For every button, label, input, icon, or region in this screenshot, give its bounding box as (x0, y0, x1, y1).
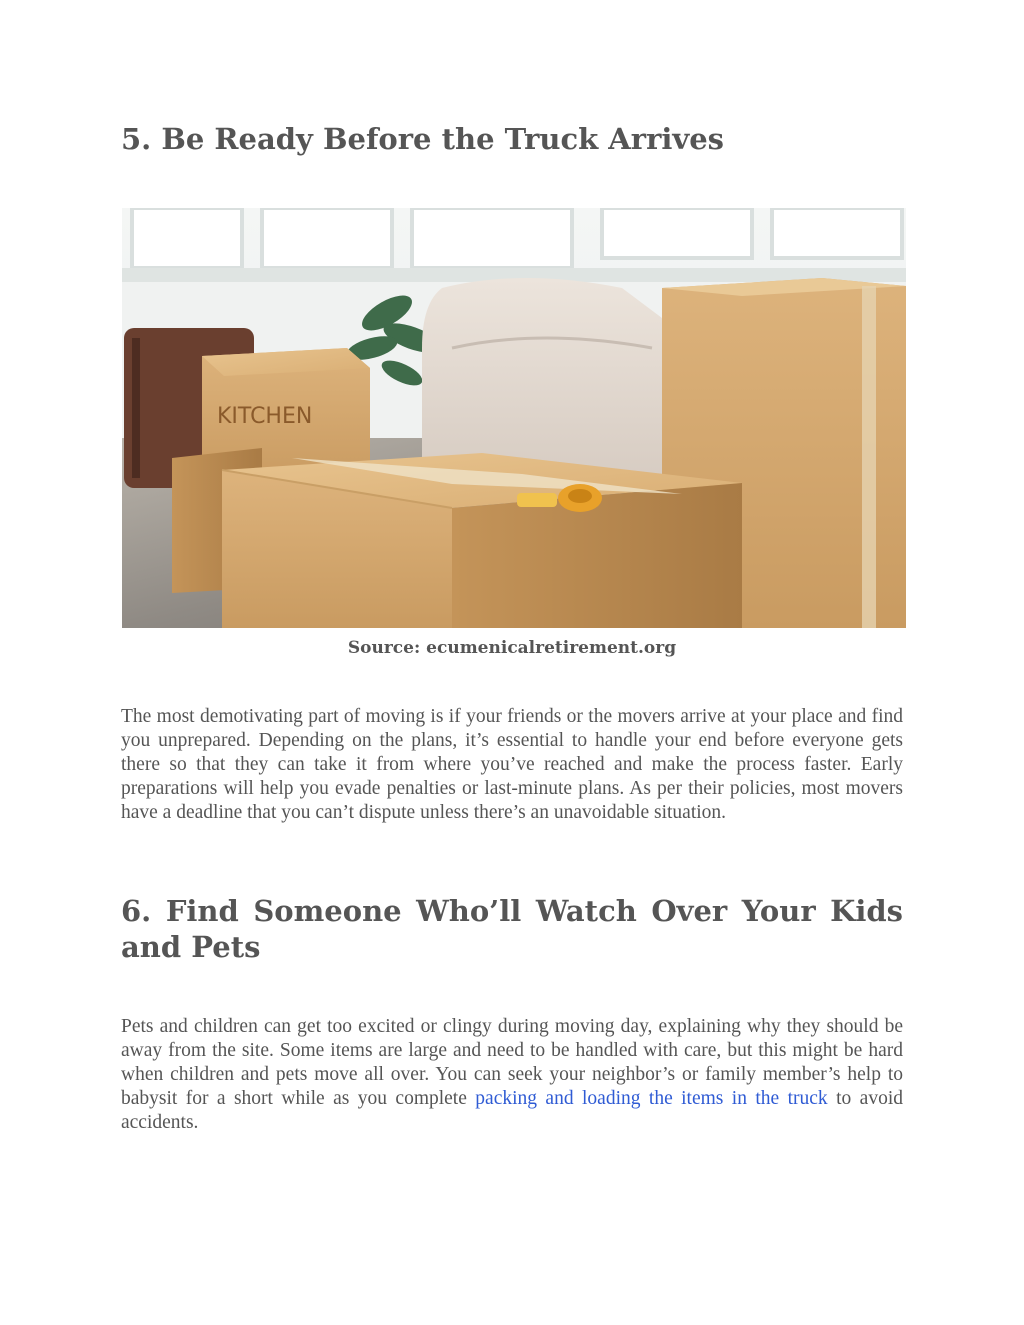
moving-boxes-photo (122, 208, 906, 628)
image-caption: Source: ecumenicalretirement.org (347, 638, 677, 658)
packing-loading-link[interactable]: packing and loading the items in the truck (475, 1088, 828, 1109)
kitchen-label: KITCHEN (217, 404, 313, 429)
section-5-heading: 5. Be Ready Before the Truck Arrives (121, 122, 725, 156)
section-6-heading: 6. Find Someone Who’ll Watch Over Your Kids and Pets (121, 894, 903, 964)
paragraph-text-end: to avoid accidents. (121, 1088, 903, 1133)
paragraph-text-start: Pets and children can get too excited or clingy during moving day, explaining why they should be away from the site. Some items are large and need to be handled with care, but this might be hard when children and pets move all over. You can seek your neighbor’s or family member’s help to babysit for a short while as you complete (121, 1016, 903, 1109)
section-6-paragraph (121, 1015, 903, 1135)
section-5-paragraph: The most demotivating part of moving is if your friends or the movers arrive at your place and find you unprepared. Depending on the plans, it’s essential to handle your end before everyone gets there so that they can take it from where you’ve reached and make the process faster. Early preparations will help you evade penalties or last-minute plans. As per their policies, most movers have a deadline that you can’t dispute unless there’s an unavoidable situation. (121, 706, 903, 823)
